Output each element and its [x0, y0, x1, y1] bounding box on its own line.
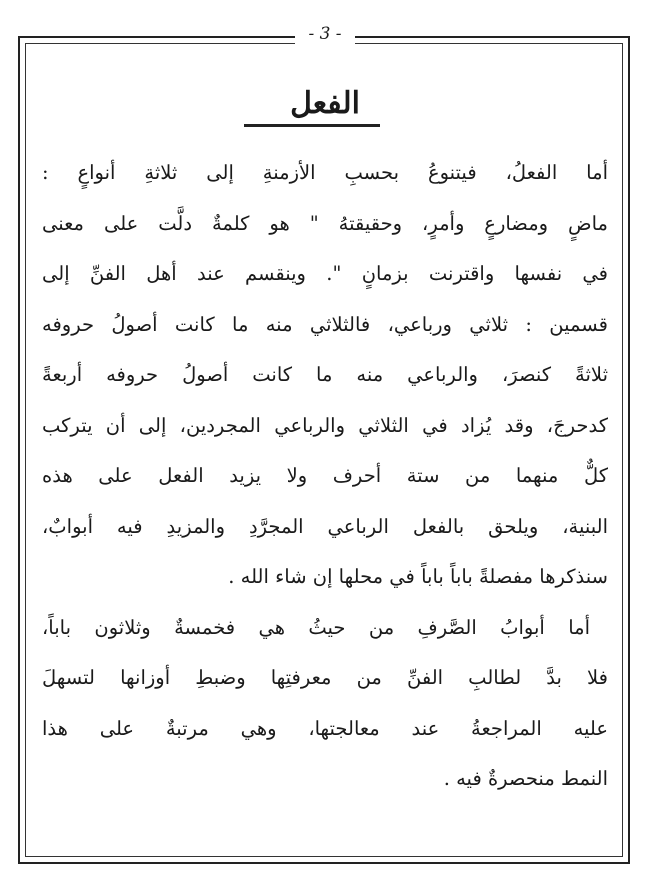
- text-line: أما أبوابُ الصَّرفِ من حيثُ هي فخمسةٌ وثلاثون باباً،: [42, 615, 590, 639]
- text-line: ثلاثةً كنصرَ، والرباعي منه ما كانت أصولُ حروفه أربعةً: [42, 363, 608, 386]
- text-line: النمط منحصرةٌ فيه .: [443, 767, 608, 790]
- text-line: قسمين : ثلاثي ورباعي، فالثلاثي منه ما كانت أصولُ حروفه: [42, 312, 608, 336]
- page-number: - 3 -: [295, 24, 355, 44]
- text-line: عليه المراجعةُ عند معالجتها، وهي مرتبةٌ على هذا: [42, 716, 608, 740]
- body-paragraph: [42, 148, 608, 805]
- text-line: فلا بدَّ لطالبِ الفنِّ من معرفتِها وضبطِ أوزانها لتسهلَ: [42, 666, 608, 689]
- text-line: كدحرجَ، وقد يُزاد في الثلاثي والرباعي المجردين، إلى أن يتركب: [42, 413, 608, 437]
- chapter-title: الفعل: [290, 86, 360, 121]
- text-line: ماضٍ ومضارعٍ وأمرٍ، وحقيقتهُ " هو كلمةٌ دلَّت على معنى: [42, 211, 608, 235]
- text-line: في نفسها واقترنت بزمانٍ ". وينقسم عند أهل الفنِّ إلى: [42, 262, 608, 285]
- chapter-heading: [230, 84, 420, 134]
- text-line: البنية، ويلحق بالفعل الرباعي المجرَّدِ والمزيدِ فيه أبوابٌ،: [42, 514, 608, 538]
- title-underline: [244, 124, 380, 127]
- text-line: كلٌّ منهما من ستة أحرف ولا يزيد الفعل على هذه: [42, 464, 608, 487]
- text-line: أما الفعلُ، فيتنوعُ بحسبِ الأزمنةِ إلى ثلاثةِ أنواعٍ :: [42, 161, 608, 184]
- text-line: سنذكرها مفصلةً باباً باباً في محلها إن شاء الله .: [228, 565, 608, 588]
